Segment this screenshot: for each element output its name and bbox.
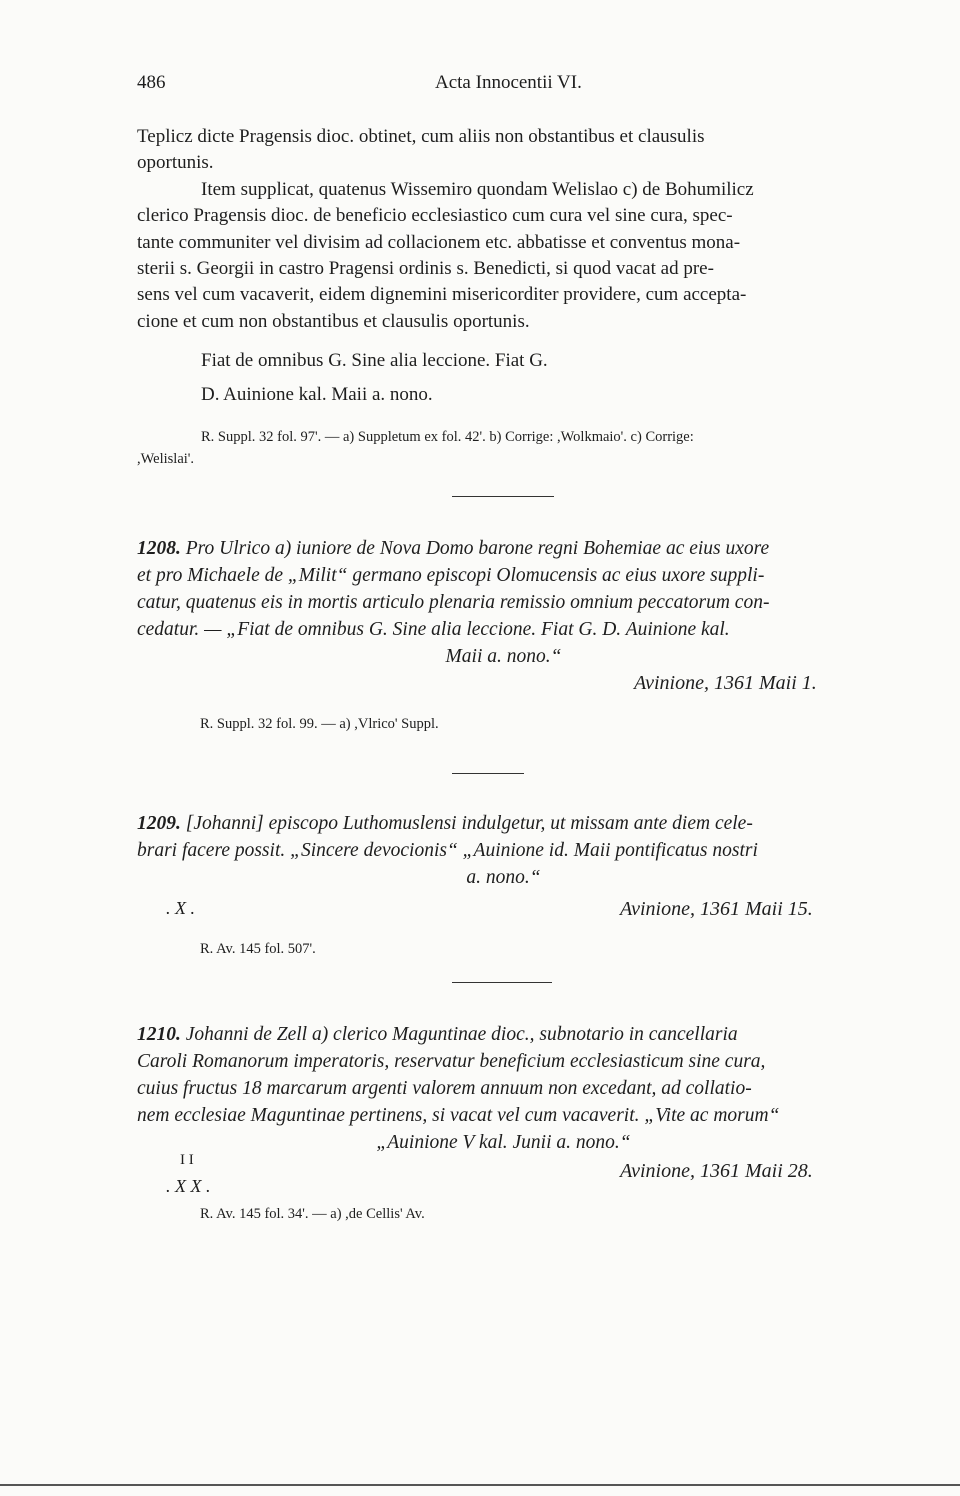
datum-line: D. Auinione kal. Maii a. nono. — [201, 384, 433, 405]
entry-line: „Auinione V kal. Junii a. nono.“ — [376, 1132, 631, 1153]
entry-number: 1209. — [137, 813, 181, 834]
body-line: cione et cum non obstantibus et clausulis oportunis. — [137, 310, 530, 332]
body-text — [137, 124, 870, 335]
page-number: 486 — [137, 72, 166, 93]
body-line: oportunis. — [137, 152, 214, 174]
running-title: Acta Innocentii VI. — [435, 72, 582, 93]
entry-line: Pro Ulrico a) iuniore de Nova Domo barone regni Bohemiae ac eius uxore — [185, 538, 770, 559]
section-divider — [452, 496, 554, 497]
entry-line: cuius fructus 18 marcarum argenti valorem annuum non excedant, ad collatio- — [137, 1078, 752, 1099]
entry-line: a. nono.“ — [466, 867, 541, 888]
entry-1208 — [137, 535, 870, 670]
register-reference: R. Av. 145 fol. 507'. — [200, 941, 316, 957]
section-divider — [452, 773, 524, 774]
entry-line: brari facere possit. „Sincere devocionis“ „Auinione id. Maii pontificatus nostri — [137, 840, 758, 861]
footnote-block — [137, 426, 870, 470]
entry-number: 1208. — [137, 538, 181, 559]
entry-line: Caroli Romanorum imperatoris, reservatur beneficium ecclesiasticum sine cura, — [137, 1051, 766, 1072]
entry-date: Avinione, 1361 Maii 1. — [634, 672, 817, 694]
scan-edge-line — [0, 1484, 960, 1486]
entry-line: nem ecclesiae Maguntinae pertinens, si vacat vel cum vacaverit. „Vite ac morum“ — [137, 1105, 780, 1126]
register-reference: R. Suppl. 32 fol. 99. — a) ,Vlrico' Suppl. — [200, 716, 439, 732]
body-line: clerico Pragensis dioc. de beneficio ecclesiastico cum cura vel sine cura, spec- — [137, 205, 733, 227]
fiat-line: Fiat de omnibus G. Sine alia leccione. Fiat G. — [201, 350, 548, 371]
entry-1209 — [137, 810, 870, 891]
entry-date: Avinione, 1361 Maii 28. — [620, 1160, 813, 1182]
footnote-line: ,Welislai'. — [137, 451, 195, 467]
footnote-line: R. Suppl. 32 fol. 97'. — a) Suppletum ex fol. 42'. b) Corrige: ,Wolkmaio'. c) Corrige: — [201, 429, 694, 445]
entry-line: Johanni de Zell a) clerico Maguntinae dioc., subnotario in cancellaria — [185, 1024, 738, 1045]
entry-line: cedatur. — „Fiat de omnibus G. Sine alia leccione. Fiat G. D. Auinione kal. — [137, 619, 730, 640]
entry-line: et pro Michaele de „Milit“ germano episcopi Olomucensis ac eius uxore suppli- — [137, 565, 765, 586]
entry-line: catur, quatenus eis in mortis articulo plenaria remissio omnium peccatorum con- — [137, 592, 770, 613]
body-line: Teplicz dicte Pragensis dioc. obtinet, cum aliis non obstantibus et clausulis — [137, 126, 705, 147]
chancery-mark: . X . — [166, 898, 195, 918]
register-reference: R. Av. 145 fol. 34'. — a) ,de Cellis' Av. — [200, 1206, 425, 1222]
entry-line: [Johanni] episcopo Luthomuslensi indulgetur, ut missam ante diem cele- — [185, 813, 753, 834]
section-divider — [452, 982, 552, 983]
entry-number: 1210. — [137, 1024, 181, 1045]
body-line: Item supplicat, quatenus Wissemiro quondam Welislao c) de Bohumilicz — [201, 178, 754, 200]
body-line: sens vel cum vacaverit, eidem dignemini misericorditer providere, cum accepta- — [137, 284, 747, 306]
entry-1210 — [137, 1021, 870, 1156]
chancery-mark: . X X . — [166, 1176, 211, 1196]
body-line: sterii s. Georgii in castro Pragensi ordinis s. Benedicti, si quod vacat ad pre- — [137, 258, 714, 280]
entry-line: Maii a. nono.“ — [445, 646, 562, 667]
chancery-mark-top: I I — [180, 1152, 194, 1168]
entry-date: Avinione, 1361 Maii 15. — [620, 898, 813, 920]
page-header — [137, 72, 870, 102]
body-line: tante communiter vel divisim ad collacionem etc. abbatisse et conventus mona- — [137, 231, 741, 253]
